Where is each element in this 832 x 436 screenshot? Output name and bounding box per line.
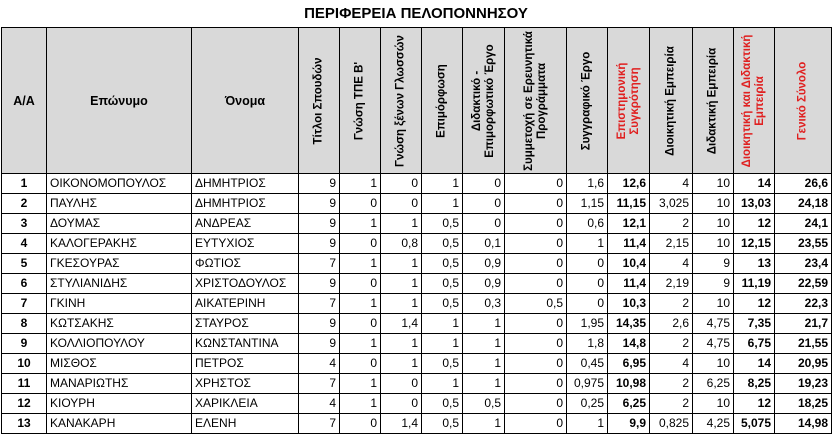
cell-surname: ΚΙΟΥΡΗ [47,394,192,414]
cell-didactic: 0 [463,194,505,214]
cell-total: 22,3 [775,294,832,314]
cell-scientific: 14,35 [608,314,650,334]
cell-languages: 1 [381,274,422,294]
cell-total: 24,1 [775,214,832,234]
header-admin-exp: Διοικητική Εμπειρία [650,28,693,174]
table-row [2,374,832,394]
cell-didactic: 0,5 [463,394,505,414]
cell-total: 20,95 [775,354,832,374]
cell-writing: 1 [567,234,608,254]
header-research: Συμμετοχή σε Ερευνητικά Προγράμματα [505,28,567,174]
cell-admin: 2 [650,334,693,354]
cell-didactic: 1 [463,354,505,374]
cell-languages: 1 [381,354,422,374]
cell-surname: ΜΙΣΘΟΣ [47,354,192,374]
cell-tpe: 0 [340,354,381,374]
cell-languages: 0 [381,374,422,394]
cell-admin: 4 [650,254,693,274]
cell-titles: 9 [299,234,340,254]
cell-titles: 4 [299,354,340,374]
cell-teaching: 10 [693,394,734,414]
table-row [2,274,832,294]
cell-surname: ΠΑΥΛΗΣ [47,194,192,214]
cell-titles: 4 [299,394,340,414]
cell-didactic: 0,3 [463,294,505,314]
cell-scientific: 11,15 [608,194,650,214]
cell-name: ΠΕΤΡΟΣ [192,354,299,374]
cell-admin: 4 [650,174,693,194]
cell-admin-teaching: 12 [734,214,775,234]
cell-titles: 9 [299,274,340,294]
cell-tpe: 0 [340,414,381,434]
cell-teaching: 4,75 [693,314,734,334]
cell-research: 0 [505,194,567,214]
cell-training: 0,5 [422,414,463,434]
cell-titles: 7 [299,374,340,394]
cell-admin-teaching: 12 [734,394,775,414]
cell-research: 0 [505,374,567,394]
cell-scientific: 10,3 [608,294,650,314]
cell-scientific: 6,25 [608,394,650,414]
header-scientific: Επιστημονική Συγκρότηση [608,28,650,174]
header-total: Γενικό Σύνολο [775,28,832,174]
cell-admin: 4 [650,354,693,374]
cell-titles: 9 [299,194,340,214]
cell-scientific: 12,6 [608,174,650,194]
cell-admin-teaching: 12 [734,294,775,314]
cell-didactic: 1 [463,374,505,394]
cell-writing: 1,15 [567,194,608,214]
cell-aa: 4 [2,234,47,254]
cell-name: ΔΗΜΗΤΡΙΟΣ [192,194,299,214]
cell-didactic: 1 [463,314,505,334]
header-titles: Τίτλοι Σπουδών [299,28,340,174]
table-row [2,234,832,254]
cell-admin: 2 [650,214,693,234]
cell-research: 0 [505,234,567,254]
cell-didactic: 0 [463,214,505,234]
cell-titles: 7 [299,294,340,314]
cell-training: 0,5 [422,274,463,294]
cell-writing: 0 [567,274,608,294]
cell-titles: 9 [299,214,340,234]
table-row [2,354,832,374]
cell-aa: 9 [2,334,47,354]
cell-total: 21,55 [775,334,832,354]
cell-total: 18,25 [775,394,832,414]
cell-surname: ΓΚΙΝΗ [47,294,192,314]
header-index: Α/Α [2,28,47,174]
cell-teaching: 4,25 [693,414,734,434]
cell-teaching: 10 [693,354,734,374]
header-row [2,28,832,174]
cell-aa: 10 [2,354,47,374]
cell-aa: 8 [2,314,47,334]
cell-aa: 13 [2,414,47,434]
cell-total: 23,55 [775,234,832,254]
cell-total: 26,6 [775,174,832,194]
cell-languages: 1,4 [381,314,422,334]
cell-titles: 9 [299,334,340,354]
cell-writing: 1,95 [567,314,608,334]
table-row [2,214,832,234]
header-training: Επιμόρφωση [422,28,463,174]
cell-name: ΧΑΡΙΚΛΕΙΑ [192,394,299,414]
cell-languages: 1 [381,334,422,354]
cell-languages: 0,8 [381,234,422,254]
cell-languages: 1,4 [381,414,422,434]
cell-writing: 0 [567,294,608,314]
cell-tpe: 1 [340,254,381,274]
cell-teaching: 6,25 [693,374,734,394]
header-tpe: Γνώση ΤΠΕ Β' [340,28,381,174]
cell-scientific: 11,4 [608,234,650,254]
cell-teaching: 10 [693,214,734,234]
cell-tpe: 0 [340,274,381,294]
cell-titles: 9 [299,174,340,194]
cell-name: ΕΥΤΥΧΙΟΣ [192,234,299,254]
cell-tpe: 1 [340,394,381,414]
cell-surname: ΚΑΛΟΓΕΡΑΚΗΣ [47,234,192,254]
cell-admin-teaching: 6,75 [734,334,775,354]
cell-admin: 2,6 [650,314,693,334]
cell-training: 1 [422,174,463,194]
cell-didactic: 0,1 [463,234,505,254]
cell-admin: 2,15 [650,234,693,254]
cell-scientific: 12,1 [608,214,650,234]
cell-training: 0,5 [422,394,463,414]
cell-admin-teaching: 13 [734,254,775,274]
cell-training: 0,5 [422,254,463,274]
cell-didactic: 0,9 [463,274,505,294]
cell-aa: 11 [2,374,47,394]
cell-admin-teaching: 11,19 [734,274,775,294]
cell-admin-teaching: 14 [734,174,775,194]
cell-research: 0 [505,314,567,334]
cell-surname: ΟΙΚΟΝΟΜΟΠΟΥΛΟΣ [47,174,192,194]
cell-titles: 7 [299,414,340,434]
cell-training: 0,5 [422,294,463,314]
page-title: ΠΕΡΙΦΕΡΕΙΑ ΠΕΛΟΠΟΝΝΗΣΟΥ [304,5,528,22]
header-admin-teaching: Διοικητική και Διδακτική Εμπειρία [734,28,775,174]
cell-languages: 0 [381,194,422,214]
cell-tpe: 1 [340,374,381,394]
cell-teaching: 10 [693,194,734,214]
header-languages: Γνώση ξένων Γλωσσών [381,28,422,174]
cell-aa: 6 [2,274,47,294]
cell-training: 0,5 [422,234,463,254]
cell-name: ΧΡΙΣΤΟΔΟΥΛΟΣ [192,274,299,294]
cell-aa: 2 [2,194,47,214]
table-row [2,254,832,274]
cell-writing: 1,8 [567,334,608,354]
cell-tpe: 1 [340,174,381,194]
table-row [2,294,832,314]
cell-training: 1 [422,374,463,394]
cell-total: 21,7 [775,314,832,334]
cell-aa: 1 [2,174,47,194]
cell-admin-teaching: 5,075 [734,414,775,434]
cell-training: 0,5 [422,214,463,234]
cell-teaching: 9 [693,274,734,294]
cell-surname: ΚΑΝΑΚΑΡΗ [47,414,192,434]
cell-research: 0 [505,354,567,374]
cell-languages: 1 [381,294,422,314]
cell-research: 0 [505,414,567,434]
cell-name: ΑΝΔΡΕΑΣ [192,214,299,234]
cell-admin: 2 [650,294,693,314]
cell-scientific: 11,4 [608,274,650,294]
header-name: Όνομα [192,28,299,174]
cell-titles: 7 [299,254,340,274]
cell-tpe: 1 [340,214,381,234]
cell-research: 0 [505,254,567,274]
cell-total: 14,98 [775,414,832,434]
cell-teaching: 9 [693,254,734,274]
cell-admin: 2 [650,394,693,414]
cell-writing: 0,25 [567,394,608,414]
cell-training: 1 [422,194,463,214]
cell-surname: ΣΤΥΛΙΑΝΙΔΗΣ [47,274,192,294]
header-writing: Συγγραφικό Έργο [567,28,608,174]
cell-research: 0 [505,394,567,414]
cell-admin-teaching: 8,25 [734,374,775,394]
cell-total: 22,59 [775,274,832,294]
cell-name: ΣΤΑΥΡΟΣ [192,314,299,334]
cell-total: 24,18 [775,194,832,214]
cell-titles: 9 [299,314,340,334]
cell-admin-teaching: 13,03 [734,194,775,214]
cell-scientific: 10,4 [608,254,650,274]
table-row [2,394,832,414]
cell-admin: 0,825 [650,414,693,434]
cell-teaching: 4,75 [693,334,734,354]
table-row [2,314,832,334]
cell-admin-teaching: 12,15 [734,234,775,254]
cell-languages: 0 [381,174,422,194]
cell-aa: 12 [2,394,47,414]
cell-admin: 2,19 [650,274,693,294]
cell-tpe: 1 [340,334,381,354]
cell-admin: 3,025 [650,194,693,214]
cell-tpe: 0 [340,194,381,214]
cell-aa: 3 [2,214,47,234]
table-row [2,334,832,354]
cell-admin-teaching: 14 [734,354,775,374]
cell-didactic: 1 [463,414,505,434]
cell-didactic: 0 [463,174,505,194]
cell-writing: 0,6 [567,214,608,234]
cell-scientific: 10,98 [608,374,650,394]
cell-teaching: 10 [693,234,734,254]
cell-research: 0 [505,174,567,194]
cell-surname: ΔΟΥΜΑΣ [47,214,192,234]
cell-name: ΚΩΝΣΤΑΝΤΙΝΑ [192,334,299,354]
cell-training: 1 [422,314,463,334]
cell-scientific: 9,9 [608,414,650,434]
cell-research: 0,5 [505,294,567,314]
cell-tpe: 0 [340,234,381,254]
cell-admin-teaching: 7,35 [734,314,775,334]
table-row [2,194,832,214]
header-teaching-exp: Διδακτική Εμπειρία [693,28,734,174]
cell-tpe: 0 [340,314,381,334]
cell-research: 0 [505,274,567,294]
cell-name: ΔΗΜΗΤΡΙΟΣ [192,174,299,194]
cell-writing: 0 [567,254,608,274]
cell-languages: 0 [381,394,422,414]
cell-name: ΑΙΚΑΤΕΡΙΝΗ [192,294,299,314]
cell-teaching: 10 [693,174,734,194]
header-surname: Επώνυμο [47,28,192,174]
cell-didactic: 0,9 [463,254,505,274]
cell-surname: ΜΑΝΑΡΙΩΤΗΣ [47,374,192,394]
cell-name: ΕΛΕΝΗ [192,414,299,434]
cell-admin: 2 [650,374,693,394]
table-row [2,414,832,434]
results-table [1,27,832,434]
cell-tpe: 1 [340,294,381,314]
cell-teaching: 10 [693,294,734,314]
cell-surname: ΚΩΤΣΑΚΗΣ [47,314,192,334]
cell-total: 23,4 [775,254,832,274]
cell-training: 1 [422,334,463,354]
cell-scientific: 6,95 [608,354,650,374]
cell-writing: 1,6 [567,174,608,194]
cell-research: 0 [505,334,567,354]
cell-scientific: 14,8 [608,334,650,354]
cell-writing: 0,45 [567,354,608,374]
cell-languages: 1 [381,254,422,274]
header-didactic-training: Διδακτικό - Επιμορφωτικό Έργο [463,28,505,174]
cell-name: ΦΩΤΙΟΣ [192,254,299,274]
cell-writing: 0,975 [567,374,608,394]
cell-languages: 1 [381,214,422,234]
table-row [2,174,832,194]
cell-aa: 7 [2,294,47,314]
cell-surname: ΓΚΕΣΟΥΡΑΣ [47,254,192,274]
cell-research: 0 [505,214,567,234]
cell-name: ΧΡΗΣΤΟΣ [192,374,299,394]
cell-total: 19,23 [775,374,832,394]
cell-aa: 5 [2,254,47,274]
cell-surname: ΚΟΛΛΙΟΠΟΥΛΟΥ [47,334,192,354]
cell-didactic: 1 [463,334,505,354]
cell-writing: 1 [567,414,608,434]
cell-training: 0,5 [422,354,463,374]
